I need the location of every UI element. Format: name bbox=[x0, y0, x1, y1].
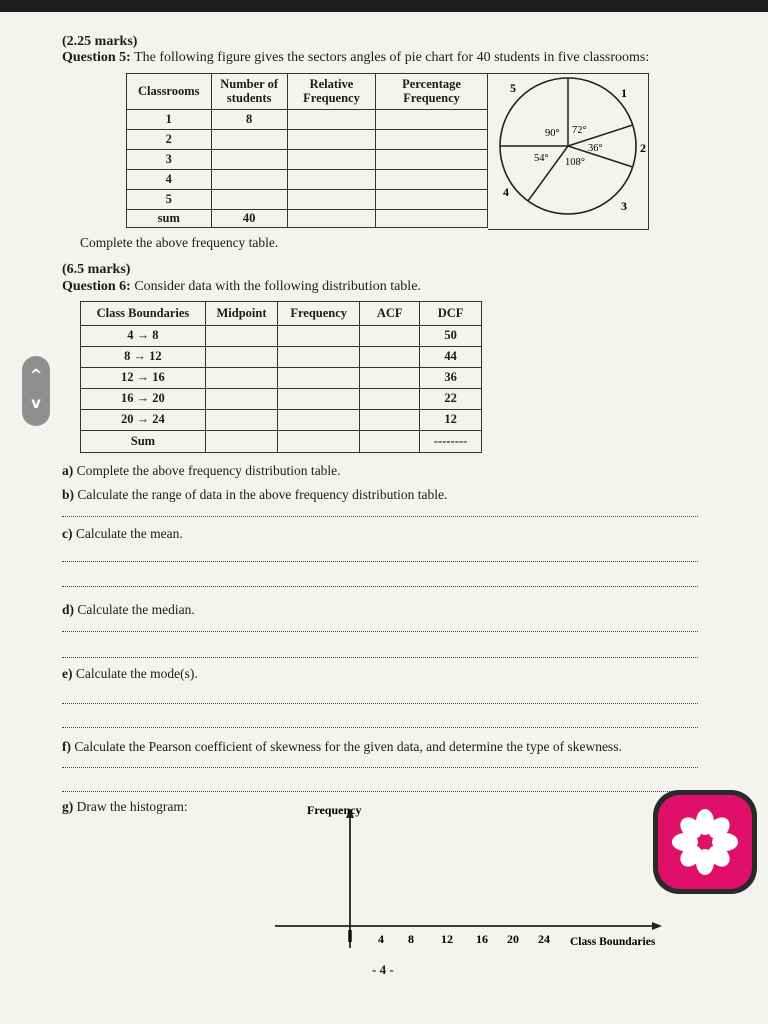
q6-header-acf: ACF bbox=[360, 302, 420, 326]
answer-line[interactable] bbox=[62, 703, 698, 704]
q5-header-students: Number of students bbox=[211, 74, 287, 110]
q6-part-a bbox=[62, 463, 341, 479]
pie-chart-box bbox=[488, 73, 649, 230]
table-cell[interactable] bbox=[205, 389, 277, 410]
answer-line[interactable] bbox=[62, 767, 698, 768]
page-number: - 4 - bbox=[372, 962, 394, 977]
table-cell[interactable] bbox=[211, 190, 287, 210]
x-axis-arrow bbox=[652, 922, 662, 930]
table-cell[interactable] bbox=[287, 190, 375, 210]
answer-line[interactable] bbox=[62, 561, 698, 562]
table-cell[interactable] bbox=[205, 347, 277, 368]
part-text: Calculate the mode(s). bbox=[75, 666, 198, 681]
table-cell: 44 bbox=[420, 347, 482, 368]
table-cell: 22 bbox=[420, 389, 482, 410]
q5-header-classrooms: Classrooms bbox=[127, 74, 212, 110]
pie-sector-label-1: 1 bbox=[621, 86, 627, 100]
table-row bbox=[81, 410, 482, 431]
table-cell[interactable] bbox=[360, 347, 420, 368]
histogram-svg bbox=[270, 800, 670, 960]
table-cell: 40 bbox=[211, 210, 287, 228]
table-row bbox=[81, 368, 482, 389]
q6-part-d bbox=[62, 602, 195, 618]
table-cell: 50 bbox=[420, 326, 482, 347]
pie-sector-label-3: 3 bbox=[621, 199, 627, 213]
answer-line[interactable] bbox=[62, 631, 698, 632]
x-tick-24: 24 bbox=[538, 932, 550, 946]
pie-angle-54: 54° bbox=[534, 153, 549, 164]
histogram-axes[interactable] bbox=[270, 800, 670, 960]
table-cell[interactable] bbox=[205, 410, 277, 431]
table-cell[interactable] bbox=[205, 431, 277, 453]
table-cell: -------- bbox=[420, 431, 482, 453]
q6-part-e bbox=[62, 666, 198, 682]
table-cell[interactable] bbox=[360, 431, 420, 453]
pie-angle-108: 108° bbox=[565, 157, 585, 168]
table-row bbox=[81, 326, 482, 347]
table-cell: 4 → 8 bbox=[81, 326, 206, 347]
table-cell[interactable] bbox=[287, 210, 375, 228]
q6-title bbox=[62, 279, 421, 295]
part-text: Calculate the median. bbox=[77, 602, 195, 617]
table-cell: sum bbox=[127, 210, 212, 228]
table-cell[interactable] bbox=[376, 170, 488, 190]
q6-header-midpoint: Midpoint bbox=[205, 302, 277, 326]
floating-app-button[interactable] bbox=[653, 790, 757, 894]
q5-header-percentage: Percentage Frequency bbox=[376, 74, 488, 110]
pie-sector-label-2: 2 bbox=[640, 141, 646, 155]
table-cell[interactable] bbox=[376, 210, 488, 228]
pie-angle-36: 36° bbox=[588, 143, 603, 154]
table-cell[interactable] bbox=[278, 389, 360, 410]
table-row bbox=[81, 389, 482, 410]
table-cell: 3 bbox=[127, 150, 212, 170]
table-cell: 16 → 20 bbox=[81, 389, 206, 410]
table-cell[interactable] bbox=[278, 431, 360, 453]
table-cell: 12 → 16 bbox=[81, 368, 206, 389]
top-status-bar bbox=[0, 0, 768, 12]
table-cell: 8 → 12 bbox=[81, 347, 206, 368]
q5-text: The following figure gives the sectors angles of pie chart for 40 students in five classrooms: bbox=[134, 50, 650, 65]
table-cell: 12 bbox=[420, 410, 482, 431]
table-cell: 5 bbox=[127, 190, 212, 210]
table-cell[interactable] bbox=[278, 326, 360, 347]
part-label: d) bbox=[62, 602, 75, 617]
q6-part-b bbox=[62, 487, 447, 503]
table-cell: Sum bbox=[81, 431, 206, 453]
table-cell[interactable] bbox=[360, 368, 420, 389]
chevron-up-icon[interactable]: ^ bbox=[29, 366, 43, 384]
table-cell[interactable] bbox=[211, 150, 287, 170]
table-row bbox=[127, 110, 488, 130]
table-row bbox=[81, 431, 482, 453]
answer-line[interactable] bbox=[62, 657, 698, 658]
table-cell: 4 bbox=[127, 170, 212, 190]
q5-frequency-table bbox=[126, 73, 488, 228]
x-tick-12: 12 bbox=[441, 932, 453, 946]
pie-sector-label-4: 4 bbox=[503, 185, 509, 199]
part-label: g) bbox=[62, 799, 74, 814]
pie-sector-label-5: 5 bbox=[510, 81, 516, 95]
table-cell[interactable] bbox=[211, 130, 287, 150]
table-cell[interactable] bbox=[360, 410, 420, 431]
table-row bbox=[127, 210, 488, 228]
q6-header-class-boundaries: Class Boundaries bbox=[81, 302, 206, 326]
table-cell[interactable] bbox=[287, 110, 375, 130]
q5-title bbox=[62, 50, 649, 66]
table-cell: 20 → 24 bbox=[81, 410, 206, 431]
table-row bbox=[127, 170, 488, 190]
q6-part-c bbox=[62, 526, 183, 542]
q6-distribution-table bbox=[80, 301, 482, 453]
pie-chart bbox=[488, 74, 648, 229]
x-tick-8: 8 bbox=[408, 932, 414, 946]
table-cell[interactable]: 8 bbox=[211, 110, 287, 130]
q6-text: Consider data with the following distribution table. bbox=[134, 279, 421, 294]
table-cell[interactable] bbox=[287, 170, 375, 190]
table-cell[interactable] bbox=[205, 326, 277, 347]
table-cell[interactable] bbox=[205, 368, 277, 389]
table-cell[interactable] bbox=[287, 150, 375, 170]
pie-angle-72: 72° bbox=[572, 125, 587, 136]
table-row bbox=[81, 347, 482, 368]
q6-marks: (6.5 marks) bbox=[62, 262, 131, 277]
table-cell: 1 bbox=[127, 110, 212, 130]
answer-line[interactable] bbox=[62, 516, 698, 517]
part-text: Calculate the range of data in the above frequency distribution table. bbox=[77, 487, 448, 502]
table-row bbox=[127, 150, 488, 170]
q5-marks: (2.25 marks) bbox=[62, 34, 138, 49]
x-tick-20: 20 bbox=[507, 932, 519, 946]
table-cell[interactable] bbox=[360, 389, 420, 410]
x-tick-4: 4 bbox=[378, 932, 384, 946]
q6-part-g bbox=[62, 799, 188, 815]
table-cell[interactable] bbox=[376, 130, 488, 150]
y-axis-label: Frequency bbox=[307, 803, 362, 817]
part-text: Draw the histogram: bbox=[76, 799, 188, 814]
pie-angle-90: 90° bbox=[545, 128, 560, 139]
part-label: e) bbox=[62, 666, 73, 681]
part-label: c) bbox=[62, 526, 73, 541]
table-row bbox=[127, 190, 488, 210]
table-cell[interactable] bbox=[278, 368, 360, 389]
page-nav-control[interactable] bbox=[22, 356, 50, 426]
table-cell[interactable] bbox=[376, 110, 488, 130]
table-row bbox=[127, 130, 488, 150]
q6-label: Question 6: bbox=[62, 279, 131, 294]
q5-label: Question 5: bbox=[62, 50, 131, 65]
part-text: Calculate the mean. bbox=[75, 526, 183, 541]
table-cell[interactable] bbox=[360, 326, 420, 347]
chevron-down-icon[interactable]: v bbox=[31, 394, 41, 412]
part-text: Complete the above frequency distribution table. bbox=[76, 463, 341, 478]
answer-line[interactable] bbox=[62, 586, 698, 587]
table-cell[interactable] bbox=[211, 170, 287, 190]
part-text: Calculate the Pearson coefficient of skewness for the given data, and determine the type of skewness. bbox=[74, 739, 622, 754]
q6-header-frequency: Frequency bbox=[278, 302, 360, 326]
part-label: b) bbox=[62, 487, 75, 502]
x-axis-label: Class Boundaries bbox=[570, 936, 656, 948]
flower-icon bbox=[658, 795, 752, 889]
table-cell[interactable] bbox=[278, 410, 360, 431]
part-label: a) bbox=[62, 463, 74, 478]
part-label: f) bbox=[62, 739, 71, 754]
q5-instruction: Complete the above frequency table. bbox=[80, 235, 279, 250]
q6-header-dcf: DCF bbox=[420, 302, 482, 326]
floating-app-button-face[interactable] bbox=[658, 795, 752, 889]
table-cell[interactable] bbox=[287, 130, 375, 150]
x-tick-16: 16 bbox=[476, 932, 488, 946]
q6-part-f bbox=[62, 739, 622, 755]
answer-line[interactable] bbox=[62, 727, 698, 728]
table-cell[interactable] bbox=[376, 150, 488, 170]
answer-line[interactable] bbox=[62, 791, 698, 792]
q5-header-relative: Relative Frequency bbox=[287, 74, 375, 110]
table-cell[interactable] bbox=[376, 190, 488, 210]
table-cell: 36 bbox=[420, 368, 482, 389]
table-cell: 2 bbox=[127, 130, 212, 150]
table-cell[interactable] bbox=[278, 347, 360, 368]
